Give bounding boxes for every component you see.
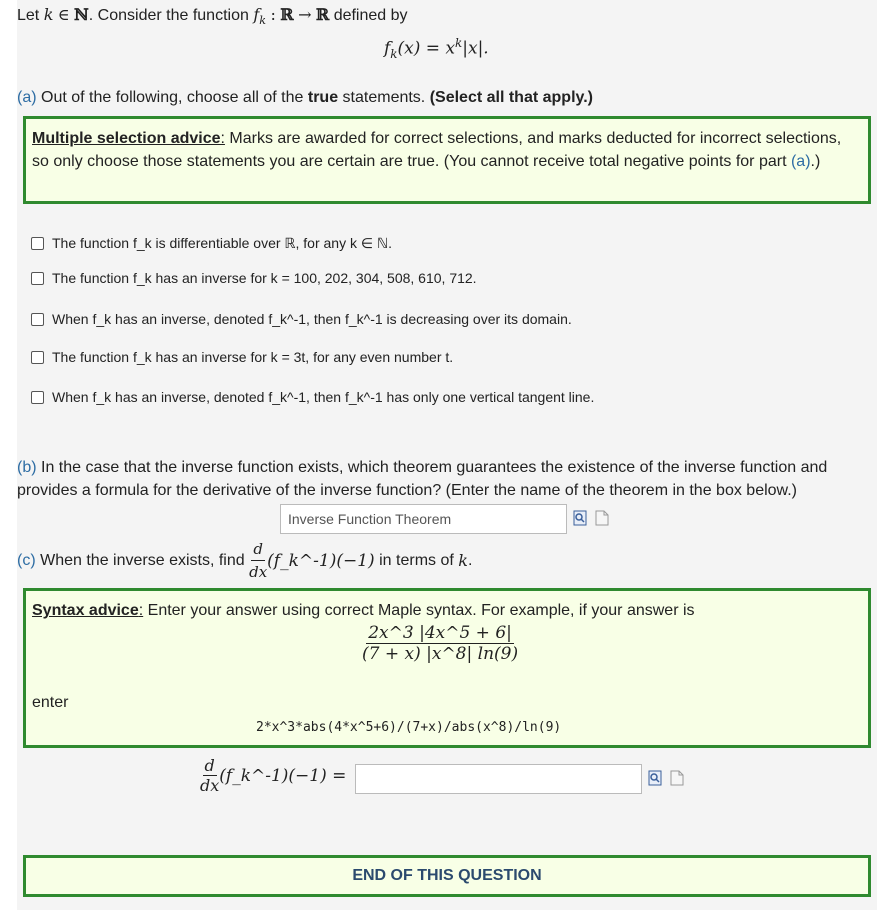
syntax-advice-title: Syntax advice bbox=[32, 602, 139, 619]
answer-d: d bbox=[204, 756, 215, 775]
part-a-label: (a) bbox=[17, 89, 37, 106]
intro-line: Let k ∈ ℕ. Consider the function $f_k$ : ℝ → ℝ defined by bbox=[17, 5, 408, 28]
option-3[interactable] bbox=[31, 310, 572, 328]
checkbox[interactable] bbox=[31, 351, 44, 364]
checkbox[interactable] bbox=[31, 391, 44, 404]
checkbox[interactable] bbox=[31, 272, 44, 285]
end-of-question-banner bbox=[23, 855, 871, 897]
enter-label: enter bbox=[32, 694, 69, 711]
end-banner-text: END OF THIS QUESTION bbox=[352, 867, 542, 884]
part-c-label: (c) bbox=[17, 551, 36, 569]
option-label: When f_k has an inverse, denoted f_k^-1, then f_k^-1 is decreasing over its domain. bbox=[52, 311, 572, 327]
document-icon[interactable] bbox=[595, 510, 609, 526]
part-c-var: k bbox=[458, 550, 468, 570]
intro-defined-by: defined by bbox=[333, 7, 408, 24]
option-label: The function f_k is differentiable over ℝ, for any k ∈ ℕ. bbox=[52, 235, 393, 251]
part-a-bold: true bbox=[307, 89, 339, 106]
answer-derivative-operator bbox=[200, 756, 219, 795]
theorem-answer-input[interactable] bbox=[280, 504, 567, 534]
option-4[interactable] bbox=[31, 348, 453, 366]
intro-lead: Let bbox=[17, 7, 40, 24]
option-5[interactable] bbox=[31, 388, 594, 406]
answer-dx: dx bbox=[200, 776, 220, 795]
derivative-dx: dx bbox=[249, 563, 268, 581]
advice-body: Marks are awarded for correct selections, and marks deducted for incorrect selections, so only choose those statements you are certain are true. (You cannot receive total negative points for part bbox=[32, 130, 842, 170]
syntax-advice-body: Enter your answer using correct Maple syntax. For example, if your answer is bbox=[147, 602, 695, 619]
select-all-note: (Select all that apply.) bbox=[429, 89, 593, 106]
part-b-prompt bbox=[17, 456, 867, 502]
advice-part-ref: (a) bbox=[790, 153, 811, 170]
derivative-operator bbox=[249, 538, 267, 583]
k-in-n: k bbox=[43, 5, 54, 24]
maple-example: 2*x^3*abs(4*x^5+6)/(7+x)/abs(x^8)/ln(9) bbox=[256, 720, 562, 735]
syntax-advice: Syntax advice: Enter your answer using correct Maple syntax. For example, if your answer is $\frac{2x\^{}3 |4x\^{}5 + 6|}{(7 + x) |x\^{}8| \ln(9)}$ enter 2*x^3*abs(4*x^5+6)/(7+x)/abs(x^8)/ln(9) bbox=[23, 588, 871, 748]
part-c-prompt bbox=[17, 538, 472, 583]
derivative-d: d bbox=[251, 538, 265, 561]
part-b-text: In the case that the inverse function exists, which theorem guarantees the existence of the inverse function and provides a formula for the derivative of the inverse function? (Enter the name of the theorem in the box below.) bbox=[17, 459, 828, 499]
part-b-label: (b) bbox=[17, 459, 37, 476]
answer-lhs: (f_k^-1)(−1) = bbox=[219, 765, 347, 786]
example-numerator: 2x^3 |4x^5 + 6| bbox=[368, 623, 512, 643]
part-a-prompt bbox=[17, 87, 593, 109]
option-2[interactable] bbox=[31, 269, 477, 287]
option-label: The function f_k has an inverse for k = 100, 202, 304, 508, 610, 712. bbox=[52, 270, 477, 286]
intro-consider: . Consider the function bbox=[88, 7, 249, 24]
checkbox[interactable] bbox=[31, 237, 44, 250]
example-fraction bbox=[362, 623, 518, 664]
part-c-text: When the inverse exists, find bbox=[40, 551, 245, 569]
document-icon[interactable] bbox=[670, 770, 684, 786]
theorem-answer-value: Inverse Function Theorem bbox=[288, 511, 452, 527]
multiple-selection-advice: Multiple selection advice: Marks are awarded for correct selections, and marks deducted for incorrect selections, so only choose those statements you are certain are true. (You cannot receive total negative points for part (a).) bbox=[23, 116, 871, 204]
checkbox[interactable] bbox=[31, 313, 44, 326]
option-label: When f_k has an inverse, denoted f_k^-1, then f_k^-1 has only one vertical tangent line. bbox=[52, 389, 595, 405]
answer-row bbox=[200, 756, 346, 795]
preview-icon[interactable] bbox=[573, 510, 587, 526]
advice-title: Multiple selection advice bbox=[32, 130, 221, 147]
option-1[interactable] bbox=[31, 234, 392, 252]
example-denominator: (7 + x) |x^8| ln(9) bbox=[362, 644, 519, 664]
part-c-end: . bbox=[467, 551, 473, 569]
part-c-text-after: in terms of bbox=[379, 551, 454, 569]
function-definition: $f_k(x) = x^k|x|$. bbox=[384, 36, 489, 62]
derivative-answer-input[interactable] bbox=[355, 764, 642, 794]
advice-end: .) bbox=[810, 153, 821, 170]
part-a-text-after: statements. bbox=[342, 89, 426, 106]
preview-icon[interactable] bbox=[648, 770, 662, 786]
part-a-text: Out of the following, choose all of the bbox=[41, 89, 304, 106]
inverse-expression: (f_k^-1)(−1) bbox=[267, 550, 375, 571]
option-label: The function f_k has an inverse for k = 3t, for any even number t. bbox=[52, 349, 454, 365]
func-name: $f_k$ bbox=[253, 5, 267, 28]
